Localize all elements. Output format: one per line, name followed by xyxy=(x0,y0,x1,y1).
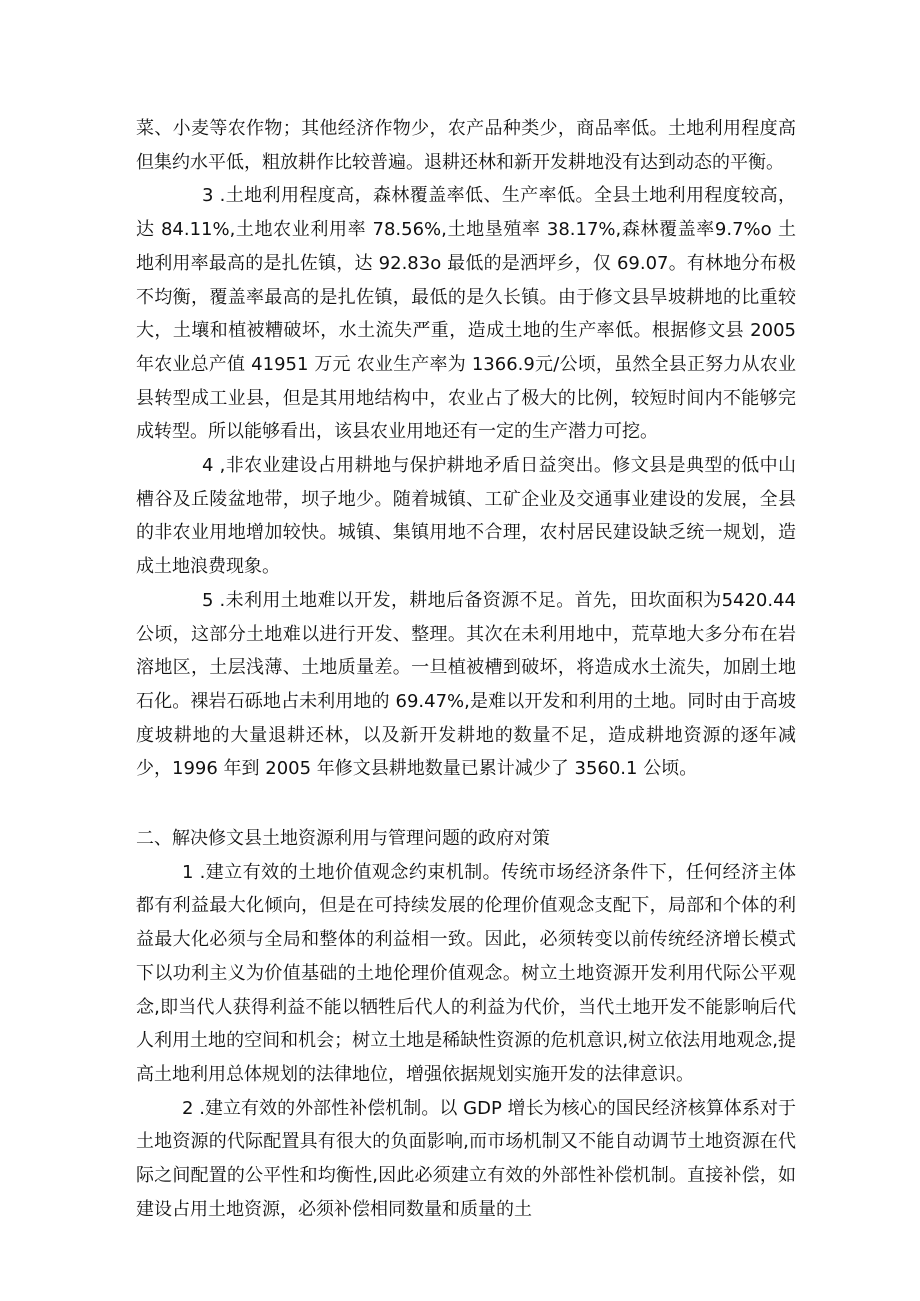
paragraph-policy-2: 2 .建立有效的外部性补偿机制。以 GDP 增长为核心的国民经济核算体系对于土地资源的代际配置具有很大的负面影响,而市场机制又不能自动调节土地资源在代际之间配置的公平性和均衡性,因此必须建立有效的外部性补偿机制。直接补偿，如建设占用土地资源，必须补偿相同数量和质量的土 xyxy=(136,1097,796,1220)
document-body xyxy=(136,112,796,1227)
paragraph-item-3: 3 .土地利用程度高，森林覆盖率低、生产率低。全县土地利用程度较高，达 84.11%,土地农业利用率 78.56%,土地垦殖率 38.17%,森林覆盖率9.7%o 土地利用率最高的是扎佐镇，达 92.83o 最低的是洒坪乡，仅 69.07。有林地分布极不均衡，覆盖率最高的是扎佐镇，最低的是久长镇。由于修文县旱坡耕地的比重较大，土壤和植被糟破坏，水土流失严重，造成土地的生产率低。根据修文县 2005 年农业总产值 41951 万元 农业生产率为 1366.9元/公顷，虽然全县正努力从农业县转型成工业县，但是其用地结构中，农业占了极大的比例，较短时间内不能够完成转型。所以能够看出，该县农业用地还有一定的生产潜力可挖。 xyxy=(136,185,796,443)
paragraph-policy-1: 1 .建立有效的土地价值观念约束机制。传统市场经济条件下，任何经济主体都有利益最大化倾向，但是在可持续发展的伦理价值观念支配下，局部和个体的利益最大化必须与全局和整体的利益相一致。因此，必须转变以前传统经济增长模式下以功利主义为价值基础的土地伦理价值观念。树立土地资源开发利用代际公平观念,即当代人获得利益不能以牺牲后代人的利益为代价，当代土地开发不能影响后代人利用土地的空间和机会；树立土地是稀缺性资源的危机意识,树立依法用地观念,提高土地利用总体规划的法律地位，增强依据规划实施开发的法律意识。 xyxy=(136,861,796,1085)
paragraph-item-5: 5 .未利用土地难以开发，耕地后备资源不足。首先，田坎面积为5420.44 公顷，这部分土地难以进行开发、整理。其次在未利用地中，荒草地大多分布在岩溶地区，土层浅薄、土地质量差。一旦植被槽到破坏，将造成水土流失，加剧土地石化。裸岩石砾地占未利用地的 69.47%,是难以开发和利用的土地。同时由于高坡度坡耕地的大量退耕还林，以及新开发耕地的数量不足，造成耕地资源的逐年减少，1996 年到 2005 年修文县耕地数量已累计减少了 3560.1 公顷。 xyxy=(136,589,796,780)
section-heading: 二、解决修文县土地资源利用与管理问题的政府对策 xyxy=(136,828,550,850)
paragraph-item-4: 4 ,非农业建设占用耕地与保护耕地矛盾日益突出。修文县是典型的低中山槽谷及丘陵盆地带，坝子地少。随着城镇、工矿企业及交通事业建设的发展，全县的非农业用地增加较快。城镇、集镇用地不合理，农村居民建设缺乏统一规划，造成土地浪费现象。 xyxy=(136,455,796,578)
paragraph-intro-continuation: 菜、小麦等农作物；其他经济作物少，农产品种类少，商品率低。土地利用程度高但集约水平低，粗放耕作比较普遍。退耕还林和新开发耕地没有达到动态的平衡。 xyxy=(136,118,796,173)
